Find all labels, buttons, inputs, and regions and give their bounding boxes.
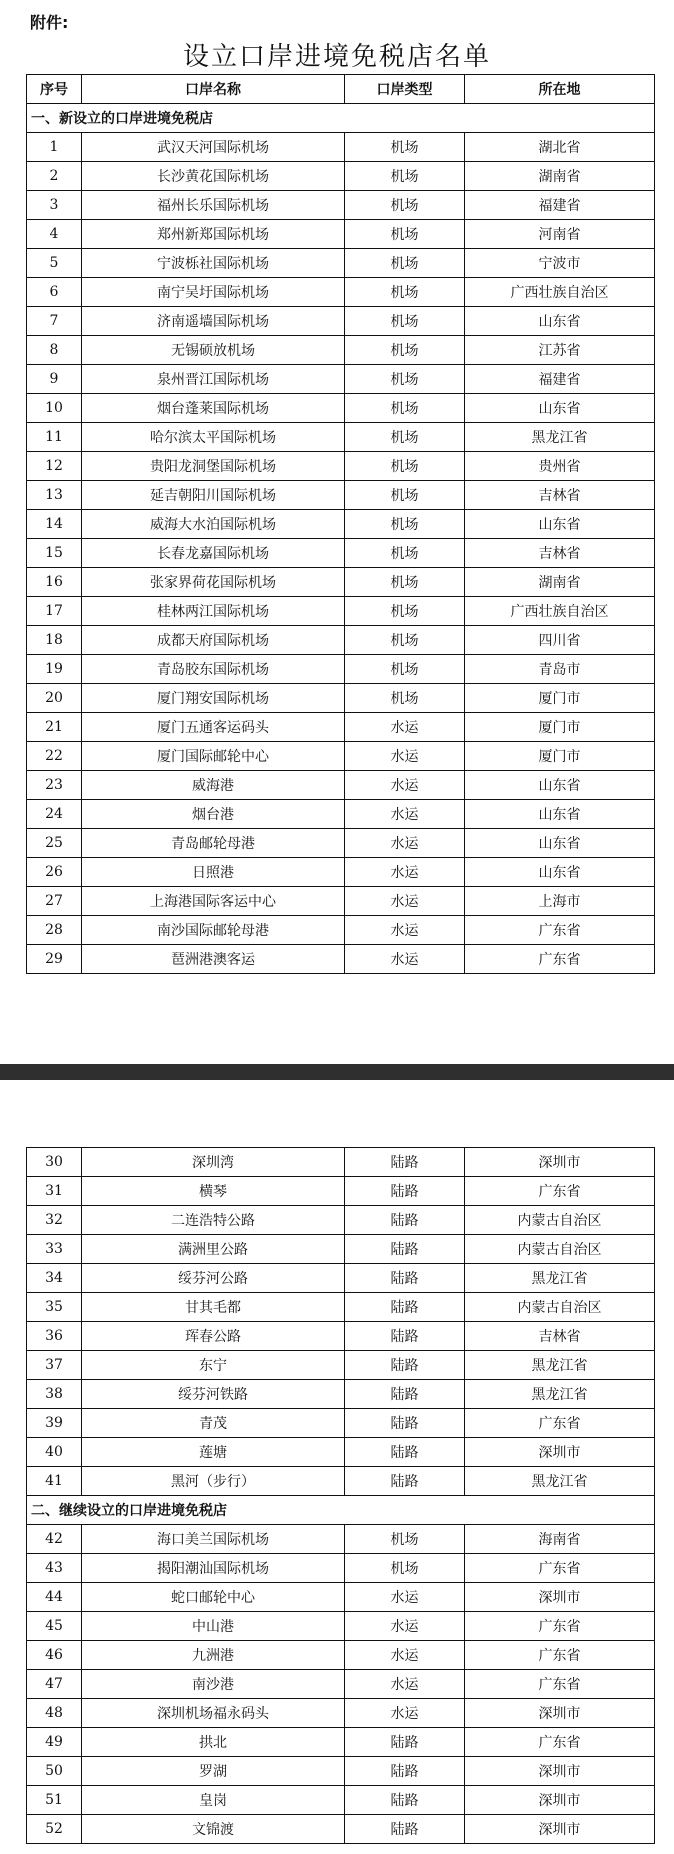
- table-row: [27, 1670, 655, 1699]
- header-number: 序号: [27, 75, 82, 104]
- port-name: 长沙黄花国际机场: [82, 162, 345, 191]
- table-row: [27, 1757, 655, 1786]
- row-number: 43: [27, 1554, 82, 1583]
- port-name: 青茂: [82, 1409, 345, 1438]
- table-row: [27, 1438, 655, 1467]
- port-name: 无锡硕放机场: [82, 336, 345, 365]
- row-number: 17: [27, 597, 82, 626]
- ports-table-part-2: [26, 1147, 655, 1844]
- row-number: 20: [27, 684, 82, 713]
- row-number: 47: [27, 1670, 82, 1699]
- port-name: 揭阳潮汕国际机场: [82, 1554, 345, 1583]
- location: 厦门市: [465, 713, 655, 742]
- port-name: 青岛邮轮母港: [82, 829, 345, 858]
- port-name: 东宁: [82, 1351, 345, 1380]
- port-name: 莲塘: [82, 1438, 345, 1467]
- port-type: 机场: [345, 423, 465, 452]
- attachment-label: 附件:: [30, 13, 69, 32]
- row-number: 35: [27, 1293, 82, 1322]
- table-row: [27, 278, 655, 307]
- row-number: 23: [27, 771, 82, 800]
- location: 内蒙古自治区: [465, 1293, 655, 1322]
- row-number: 34: [27, 1264, 82, 1293]
- port-type: 机场: [345, 133, 465, 162]
- table-row: [27, 191, 655, 220]
- table-row: [27, 365, 655, 394]
- page-break: [0, 1064, 674, 1080]
- port-name: 罗湖: [82, 1757, 345, 1786]
- port-type: 机场: [345, 394, 465, 423]
- port-type: 机场: [345, 365, 465, 394]
- port-name: 张家界荷花国际机场: [82, 568, 345, 597]
- table-row: [27, 1583, 655, 1612]
- port-type: 水运: [345, 1583, 465, 1612]
- section-header-row: [27, 104, 655, 133]
- port-type: 水运: [345, 1641, 465, 1670]
- section-label: 一、新设立的口岸进境免税店: [27, 104, 655, 133]
- row-number: 16: [27, 568, 82, 597]
- port-name: 威海大水泊国际机场: [82, 510, 345, 539]
- table-row: [27, 510, 655, 539]
- port-type: 陆路: [345, 1293, 465, 1322]
- location: 广东省: [465, 1409, 655, 1438]
- location: 深圳市: [465, 1815, 655, 1844]
- row-number: 39: [27, 1409, 82, 1438]
- table-row: [27, 249, 655, 278]
- table-row: [27, 887, 655, 916]
- port-name: 南沙港: [82, 1670, 345, 1699]
- location: 广东省: [465, 1177, 655, 1206]
- row-number: 52: [27, 1815, 82, 1844]
- row-number: 14: [27, 510, 82, 539]
- location: 广东省: [465, 945, 655, 974]
- location: 深圳市: [465, 1786, 655, 1815]
- row-number: 29: [27, 945, 82, 974]
- row-number: 49: [27, 1728, 82, 1757]
- port-name: 满洲里公路: [82, 1235, 345, 1264]
- location: 深圳市: [465, 1699, 655, 1728]
- location: 福建省: [465, 191, 655, 220]
- row-number: 21: [27, 713, 82, 742]
- table-row: [27, 829, 655, 858]
- table-row: [27, 1728, 655, 1757]
- table-row: [27, 394, 655, 423]
- table-row: [27, 1351, 655, 1380]
- port-name: 珲春公路: [82, 1322, 345, 1351]
- table-row: [27, 684, 655, 713]
- row-number: 4: [27, 220, 82, 249]
- port-type: 机场: [345, 481, 465, 510]
- port-type: 陆路: [345, 1786, 465, 1815]
- location: 黑龙江省: [465, 1467, 655, 1496]
- table-row: [27, 1467, 655, 1496]
- row-number: 51: [27, 1786, 82, 1815]
- port-type: 陆路: [345, 1757, 465, 1786]
- row-number: 12: [27, 452, 82, 481]
- location: 海南省: [465, 1525, 655, 1554]
- port-name: 皇岗: [82, 1786, 345, 1815]
- row-number: 30: [27, 1148, 82, 1177]
- port-type: 水运: [345, 858, 465, 887]
- table-row: [27, 1786, 655, 1815]
- port-name: 日照港: [82, 858, 345, 887]
- port-type: 机场: [345, 1525, 465, 1554]
- port-type: 机场: [345, 597, 465, 626]
- port-name: 厦门五通客运码头: [82, 713, 345, 742]
- port-name: 厦门翔安国际机场: [82, 684, 345, 713]
- row-number: 7: [27, 307, 82, 336]
- table-row: [27, 1322, 655, 1351]
- port-type: 水运: [345, 713, 465, 742]
- location: 山东省: [465, 829, 655, 858]
- port-type: 机场: [345, 655, 465, 684]
- port-name: 烟台港: [82, 800, 345, 829]
- port-type: 机场: [345, 568, 465, 597]
- port-name: 贵阳龙洞堡国际机场: [82, 452, 345, 481]
- location: 山东省: [465, 510, 655, 539]
- port-name: 琶洲港澳客运: [82, 945, 345, 974]
- row-number: 32: [27, 1206, 82, 1235]
- port-type: 水运: [345, 1699, 465, 1728]
- row-number: 50: [27, 1757, 82, 1786]
- port-name: 桂林两江国际机场: [82, 597, 345, 626]
- row-number: 13: [27, 481, 82, 510]
- port-type: 陆路: [345, 1148, 465, 1177]
- port-type: 机场: [345, 162, 465, 191]
- port-name: 福州长乐国际机场: [82, 191, 345, 220]
- port-type: 水运: [345, 829, 465, 858]
- row-number: 25: [27, 829, 82, 858]
- port-name: 武汉天河国际机场: [82, 133, 345, 162]
- port-type: 水运: [345, 742, 465, 771]
- port-type: 陆路: [345, 1815, 465, 1844]
- location: 广西壮族自治区: [465, 597, 655, 626]
- table-row: [27, 220, 655, 249]
- port-type: 水运: [345, 771, 465, 800]
- row-number: 19: [27, 655, 82, 684]
- port-name: 青岛胶东国际机场: [82, 655, 345, 684]
- location: 黑龙江省: [465, 1380, 655, 1409]
- location: 山东省: [465, 800, 655, 829]
- row-number: 1: [27, 133, 82, 162]
- location: 福建省: [465, 365, 655, 394]
- port-name: 拱北: [82, 1728, 345, 1757]
- table-row: [27, 742, 655, 771]
- location: 广西壮族自治区: [465, 278, 655, 307]
- location: 湖南省: [465, 162, 655, 191]
- port-name: 南沙国际邮轮母港: [82, 916, 345, 945]
- location: 贵州省: [465, 452, 655, 481]
- location: 深圳市: [465, 1438, 655, 1467]
- row-number: 26: [27, 858, 82, 887]
- port-type: 陆路: [345, 1264, 465, 1293]
- table-row: [27, 916, 655, 945]
- table-row: [27, 626, 655, 655]
- port-name: 深圳湾: [82, 1148, 345, 1177]
- port-name: 蛇口邮轮中心: [82, 1583, 345, 1612]
- port-type: 陆路: [345, 1351, 465, 1380]
- table-header-row: [27, 75, 655, 104]
- port-name: 宁波栎社国际机场: [82, 249, 345, 278]
- port-type: 机场: [345, 626, 465, 655]
- port-type: 水运: [345, 800, 465, 829]
- port-name: 南宁吴圩国际机场: [82, 278, 345, 307]
- page-title: 设立口岸进境免税店名单: [182, 42, 491, 72]
- row-number: 41: [27, 1467, 82, 1496]
- row-number: 24: [27, 800, 82, 829]
- port-name: 文锦渡: [82, 1815, 345, 1844]
- table-row: [27, 133, 655, 162]
- row-number: 5: [27, 249, 82, 278]
- table-row: [27, 423, 655, 452]
- row-number: 46: [27, 1641, 82, 1670]
- location: 广东省: [465, 1612, 655, 1641]
- table-row: [27, 1699, 655, 1728]
- port-name: 烟台蓬莱国际机场: [82, 394, 345, 423]
- section-header-row: [27, 1496, 655, 1525]
- row-number: 18: [27, 626, 82, 655]
- location: 河南省: [465, 220, 655, 249]
- table-row: [27, 481, 655, 510]
- table-row: [27, 858, 655, 887]
- table-row: [27, 1380, 655, 1409]
- table-row: [27, 1148, 655, 1177]
- location: 厦门市: [465, 742, 655, 771]
- table-row: [27, 1641, 655, 1670]
- port-type: 机场: [345, 452, 465, 481]
- table-row: [27, 1554, 655, 1583]
- table-row: [27, 800, 655, 829]
- row-number: 33: [27, 1235, 82, 1264]
- header-port-type: 口岸类型: [345, 75, 465, 104]
- table-row: [27, 307, 655, 336]
- row-number: 42: [27, 1525, 82, 1554]
- location: 广东省: [465, 1670, 655, 1699]
- port-type: 机场: [345, 307, 465, 336]
- port-type: 陆路: [345, 1467, 465, 1496]
- row-number: 37: [27, 1351, 82, 1380]
- location: 黑龙江省: [465, 1264, 655, 1293]
- row-number: 44: [27, 1583, 82, 1612]
- port-type: 机场: [345, 510, 465, 539]
- row-number: 8: [27, 336, 82, 365]
- port-name: 济南遥墙国际机场: [82, 307, 345, 336]
- port-type: 机场: [345, 191, 465, 220]
- table-row: [27, 771, 655, 800]
- port-name: 中山港: [82, 1612, 345, 1641]
- row-number: 2: [27, 162, 82, 191]
- header-port-name: 口岸名称: [82, 75, 345, 104]
- table-row: [27, 1409, 655, 1438]
- port-name: 绥芬河铁路: [82, 1380, 345, 1409]
- location: 深圳市: [465, 1757, 655, 1786]
- port-name: 深圳机场福永码头: [82, 1699, 345, 1728]
- location: 宁波市: [465, 249, 655, 278]
- location: 吉林省: [465, 481, 655, 510]
- port-name: 成都天府国际机场: [82, 626, 345, 655]
- row-number: 27: [27, 887, 82, 916]
- table-row: [27, 945, 655, 974]
- port-name: 海口美兰国际机场: [82, 1525, 345, 1554]
- table-row: [27, 162, 655, 191]
- port-type: 陆路: [345, 1177, 465, 1206]
- row-number: 31: [27, 1177, 82, 1206]
- location: 内蒙古自治区: [465, 1206, 655, 1235]
- location: 广东省: [465, 916, 655, 945]
- table-row: [27, 1293, 655, 1322]
- table-row: [27, 452, 655, 481]
- row-number: 45: [27, 1612, 82, 1641]
- location: 山东省: [465, 771, 655, 800]
- port-name: 二连浩特公路: [82, 1206, 345, 1235]
- row-number: 10: [27, 394, 82, 423]
- row-number: 36: [27, 1322, 82, 1351]
- location: 四川省: [465, 626, 655, 655]
- location: 内蒙古自治区: [465, 1235, 655, 1264]
- table-row: [27, 568, 655, 597]
- port-name: 厦门国际邮轮中心: [82, 742, 345, 771]
- table-row: [27, 1525, 655, 1554]
- port-type: 陆路: [345, 1235, 465, 1264]
- table-row: [27, 1612, 655, 1641]
- port-type: 陆路: [345, 1380, 465, 1409]
- table-row: [27, 655, 655, 684]
- row-number: 9: [27, 365, 82, 394]
- location: 山东省: [465, 394, 655, 423]
- row-number: 15: [27, 539, 82, 568]
- port-type: 机场: [345, 684, 465, 713]
- port-type: 机场: [345, 249, 465, 278]
- location: 深圳市: [465, 1583, 655, 1612]
- port-name: 哈尔滨太平国际机场: [82, 423, 345, 452]
- port-type: 陆路: [345, 1322, 465, 1351]
- row-number: 3: [27, 191, 82, 220]
- table-row: [27, 1206, 655, 1235]
- row-number: 11: [27, 423, 82, 452]
- port-name: 长春龙嘉国际机场: [82, 539, 345, 568]
- table-row: [27, 1815, 655, 1844]
- section-label: 二、继续设立的口岸进境免税店: [27, 1496, 655, 1525]
- table-row: [27, 597, 655, 626]
- port-name: 甘其毛都: [82, 1293, 345, 1322]
- port-type: 机场: [345, 278, 465, 307]
- port-type: 水运: [345, 1612, 465, 1641]
- table-row: [27, 539, 655, 568]
- port-type: 陆路: [345, 1409, 465, 1438]
- location: 吉林省: [465, 539, 655, 568]
- location: 广东省: [465, 1641, 655, 1670]
- location: 厦门市: [465, 684, 655, 713]
- table-row: [27, 1235, 655, 1264]
- port-type: 机场: [345, 1554, 465, 1583]
- port-type: 机场: [345, 220, 465, 249]
- location: 广东省: [465, 1728, 655, 1757]
- port-name: 郑州新郑国际机场: [82, 220, 345, 249]
- table-row: [27, 713, 655, 742]
- row-number: 40: [27, 1438, 82, 1467]
- row-number: 48: [27, 1699, 82, 1728]
- location: 黑龙江省: [465, 1351, 655, 1380]
- location: 湖南省: [465, 568, 655, 597]
- location: 山东省: [465, 858, 655, 887]
- row-number: 22: [27, 742, 82, 771]
- table-row: [27, 1177, 655, 1206]
- row-number: 28: [27, 916, 82, 945]
- location: 上海市: [465, 887, 655, 916]
- location: 青岛市: [465, 655, 655, 684]
- table-row: [27, 1264, 655, 1293]
- port-name: 泉州晋江国际机场: [82, 365, 345, 394]
- port-type: 水运: [345, 916, 465, 945]
- ports-table-part-1: [26, 74, 655, 974]
- location: 山东省: [465, 307, 655, 336]
- port-name: 绥芬河公路: [82, 1264, 345, 1293]
- row-number: 6: [27, 278, 82, 307]
- port-type: 机场: [345, 539, 465, 568]
- location: 吉林省: [465, 1322, 655, 1351]
- location: 黑龙江省: [465, 423, 655, 452]
- port-name: 黑河（步行）: [82, 1467, 345, 1496]
- port-type: 陆路: [345, 1438, 465, 1467]
- table-row: [27, 336, 655, 365]
- location: 深圳市: [465, 1148, 655, 1177]
- row-number: 38: [27, 1380, 82, 1409]
- port-type: 水运: [345, 945, 465, 974]
- location: 江苏省: [465, 336, 655, 365]
- port-type: 陆路: [345, 1206, 465, 1235]
- location: 广东省: [465, 1554, 655, 1583]
- port-type: 水运: [345, 887, 465, 916]
- port-name: 延吉朝阳川国际机场: [82, 481, 345, 510]
- header-location: 所在地: [465, 75, 655, 104]
- location: 湖北省: [465, 133, 655, 162]
- port-type: 陆路: [345, 1728, 465, 1757]
- port-name: 上海港国际客运中心: [82, 887, 345, 916]
- port-name: 威海港: [82, 771, 345, 800]
- port-name: 横琴: [82, 1177, 345, 1206]
- port-type: 机场: [345, 336, 465, 365]
- port-name: 九洲港: [82, 1641, 345, 1670]
- port-type: 水运: [345, 1670, 465, 1699]
